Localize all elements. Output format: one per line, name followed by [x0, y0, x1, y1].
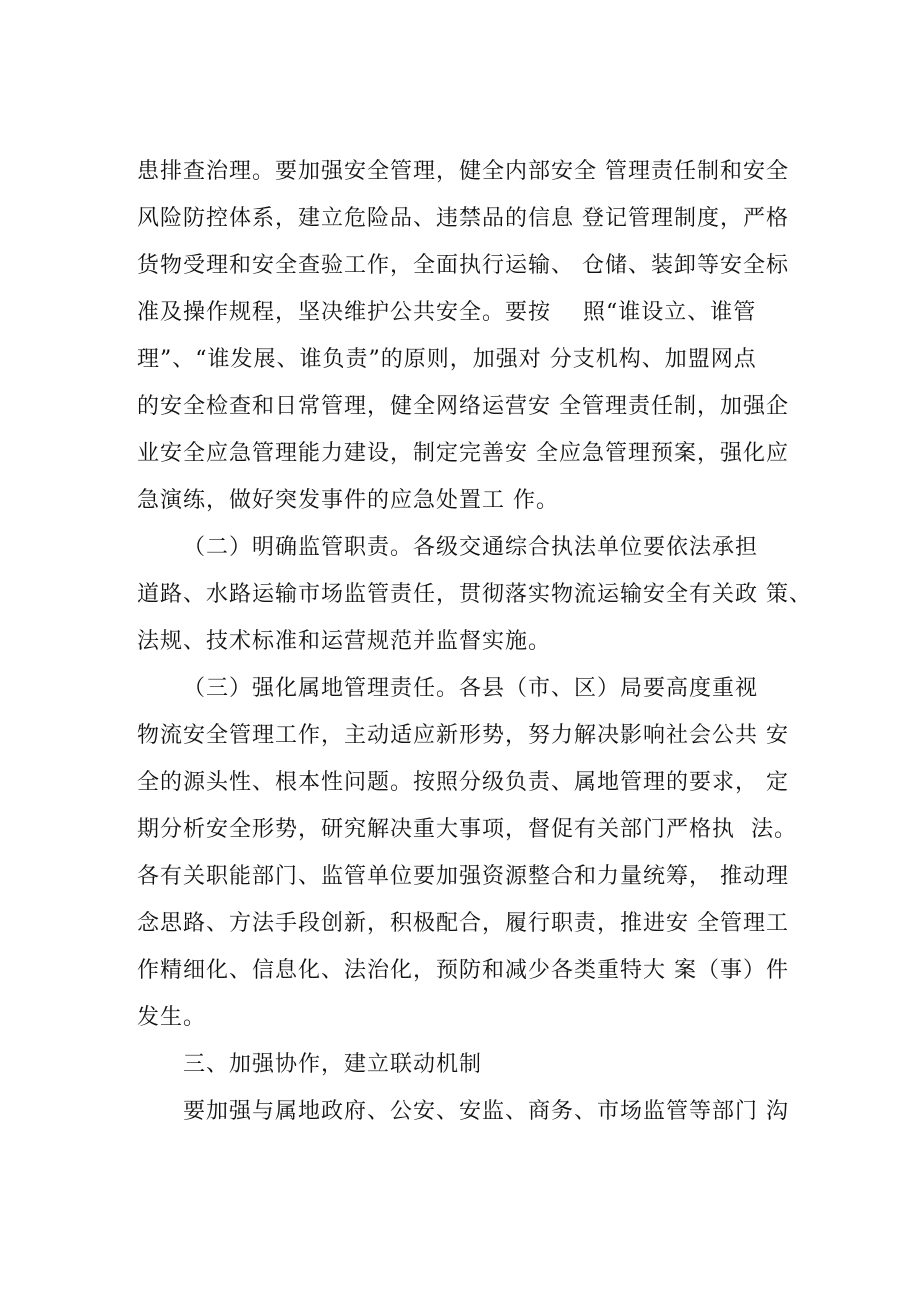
- section-heading-3: （三）强化属地管理责任。各县（市、区）局要高度重视: [183, 676, 759, 701]
- paragraph-line: 业安全应急管理能力建设，制定完善安 全应急管理预案，强化应: [137, 441, 789, 466]
- paragraph-line: 各有关职能部门、监管单位要加强资源整合和力量统筹， 推动理: [137, 864, 789, 889]
- paragraph-line: 道路、水路运输市场监管责任，贯彻落实物流运输安全有关政 策、: [137, 582, 812, 607]
- paragraph-line: 期分析安全形势，研究解决重大事项，督促有关部门严格执 法。: [137, 817, 797, 842]
- section-heading-2: （二）明确监管职责。各级交通综合执法单位要依法承担: [183, 535, 759, 560]
- paragraph-line: 货物受理和安全查验工作，全面执行运输、 仓储、装卸等安全标: [137, 253, 789, 278]
- paragraph-line: 物流安全管理工作，主动适应新形势，努力解决影响社会公共 安: [137, 723, 789, 748]
- paragraph-line: 的安全检查和日常管理，健全网络运营安 全管理责任制，加强企: [137, 394, 789, 419]
- paragraph-line: 要加强与属地政府、公安、安监、商务、市场监管等部门 沟: [183, 1099, 789, 1124]
- paragraph-line: 理”、“谁发展、谁负责”的原则，加强对 分支机构、加盟网点: [137, 347, 757, 372]
- paragraph-line: 作精细化、信息化、法治化，预防和减少各类重特大 案（事）件: [137, 958, 789, 983]
- paragraph-line: 发生。: [137, 1005, 207, 1030]
- chapter-heading: 三、加强协作，建立联动机制: [183, 1052, 483, 1077]
- paragraph-line: 风险防控体系，建立危险品、违禁品的信息 登记管理制度，严格: [137, 206, 789, 231]
- paragraph-line: 患排查治理。要加强安全管理，健全内部安全 管理责任制和安全: [137, 159, 789, 184]
- paragraph-line: 念思路、方法手段创新，积极配合，履行职责，推进安 全管理工: [137, 911, 789, 936]
- paragraph-line: 法规、技术标准和运营规范并监督实施。: [137, 629, 552, 654]
- paragraph-line: 准及操作规程，坚决维护公共安全。要按 照“谁设立、谁管: [137, 300, 757, 325]
- paragraph-line: 全的源头性、根本性问题。按照分级负责、属地管理的要求， 定: [137, 770, 789, 795]
- paragraph-line: 急演练，做好突发事件的应急处置工 作。: [137, 488, 559, 513]
